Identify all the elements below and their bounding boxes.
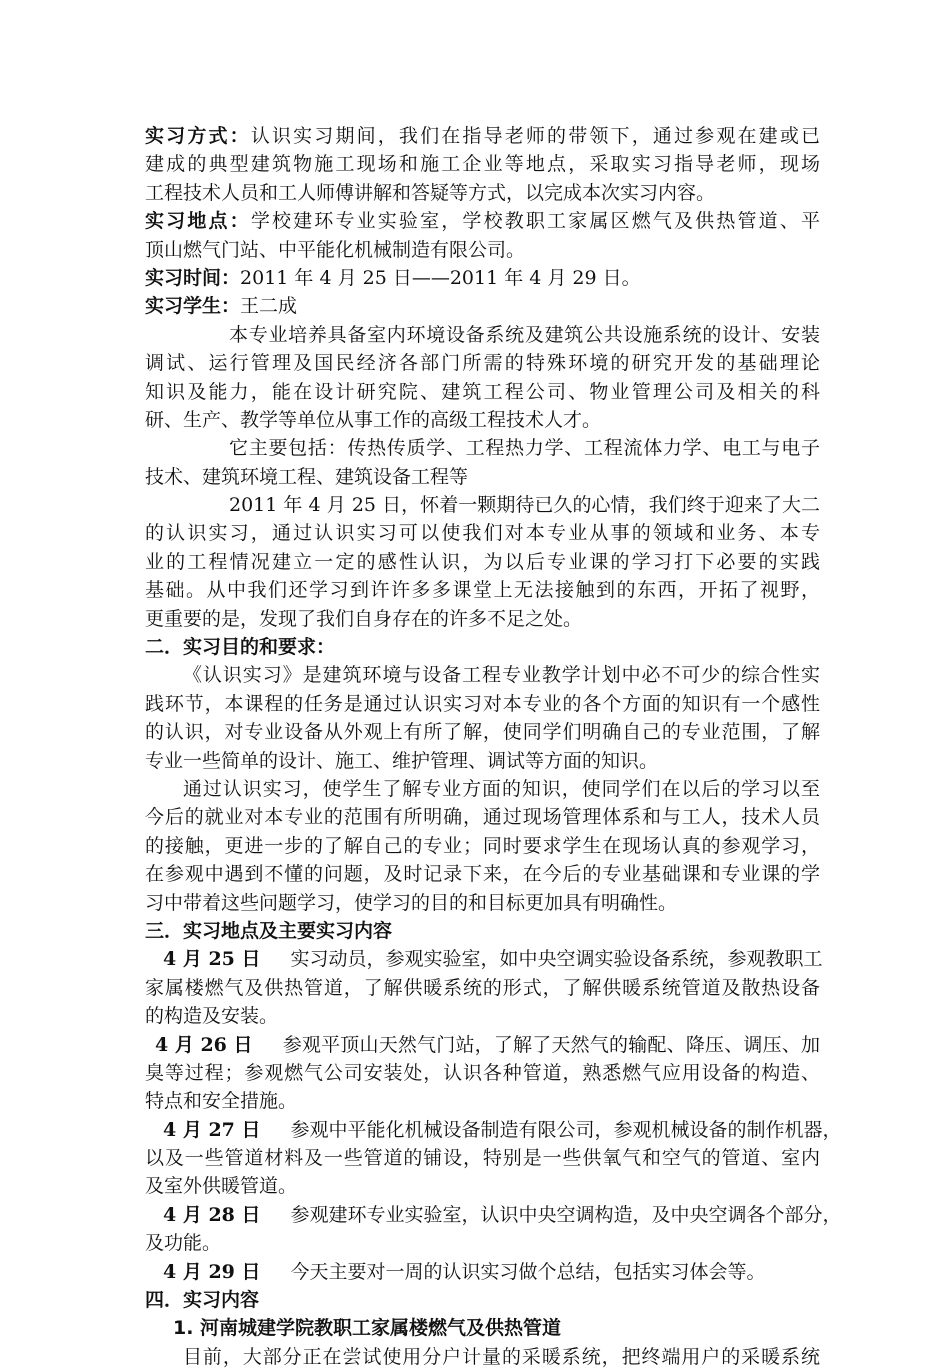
day-1-line-3: 的构造及安装。 [145, 1005, 279, 1028]
purpose-p1-line-2: 践环节，本课程的任务是通过认识实习对本专业的各个方面的知识有一个感性 [145, 692, 820, 715]
day-4-line-2: 及功能。 [145, 1232, 222, 1255]
day-1-line-1: 4 月 25 日 实习动员，参观实验室，如中央空调实验设备系统，参观教职工 [145, 945, 820, 973]
content-p1-line-1: 目前，大部分正在尝试使用分户计量的采暖系统，把终端用户的采暖系统 [183, 1345, 820, 1368]
purpose-p1-line-1: 《认识实习》是建筑环境与设备工程专业教学计划中必不可少的综合性实 [183, 664, 820, 687]
day-2-line-1: 4 月 26 日 参观平顶山天然气门站，了解了天然气的输配、降压、调压、加 [145, 1031, 820, 1059]
method-line-2: 建成的典型建筑物施工现场和施工企业等地点，采取实习指导老师，现场 [145, 153, 820, 176]
day-3-date: 4 月 27 日 [163, 1118, 261, 1141]
intro-p3-line-4: 基础。从中我们还学习到许许多多课堂上无法接触到的东西，开拓了视野， [145, 579, 820, 602]
method-line-3: 工程技术人员和工人师傅讲解和答疑等方式，以完成本次实习内容。 [145, 181, 716, 204]
place-line-2: 顶山燃气门站、中平能化机械制造有限公司。 [145, 238, 526, 261]
method-line-1: 实习方式：认识实习期间，我们在指导老师的带领下，通过参观在建或已 [145, 125, 820, 147]
student-line: 实习学生：王二成 [145, 295, 298, 318]
day-3-line-1: 4 月 27 日 参观中平能化机械设备制造有限公司，参观机械设备的制作机器， [145, 1116, 820, 1144]
day-4-date: 4 月 28 日 [163, 1203, 261, 1226]
intro-p1-line-4: 研、生产、教学等单位从事工作的高级工程技术人才。 [145, 408, 602, 431]
time-line: 实习时间：2011 年 4 月 25 日——2011 年 4 月 29 日。 [145, 266, 641, 289]
subsection-1-heading: 1. 河南城建学院教职工家属楼燃气及供热管道 [173, 1317, 562, 1340]
intro-p3-line-5: 更重要的是，发现了我们自身存在的许多不足之处。 [145, 607, 583, 630]
intro-p1-line-3: 知识及能力，能在设计研究院、建筑工程公司、物业管理公司及相关的科 [145, 380, 820, 403]
student-label: 实习学生： [145, 295, 241, 318]
intro-p3-line-1: 2011 年 4 月 25 日，怀着一颗期待已久的心情，我们终于迎来了大二 [229, 494, 820, 517]
day-4-line-1: 4 月 28 日 参观建环专业实验室，认识中央空调构造，及中央空调各个部分， [145, 1201, 820, 1229]
purpose-p2-line-5: 习中带着这些问题学习，使学习的目的和目标更加具有明确性。 [145, 891, 678, 914]
day-1-date: 4 月 25 日 [163, 948, 261, 971]
section-2-heading: 二．实习目的和要求： [145, 636, 336, 659]
section-4-heading: 四．实习内容 [145, 1289, 260, 1312]
intro-p3-line-3: 业的工程情况建立一定的感性认识，为以后专业课的学习打下必要的实践 [145, 550, 820, 573]
day-5-line-1: 4 月 29 日 今天主要对一周的认识实习做个总结，包括实习体会等。 [145, 1258, 820, 1286]
place-label: 实习地点： [145, 210, 251, 233]
intro-p3-line-2: 的认识实习，通过认识实习可以使我们对本专业从事的领域和业务、本专 [145, 522, 820, 545]
purpose-p2-line-3: 的接触，更进一步的了解自己的专业；同时要求学生在现场认真的参观学习， [145, 834, 820, 857]
purpose-p1-line-3: 的认识，对专业设备从外观上有所了解，使同学们明确自己的专业范围，了解 [145, 721, 820, 744]
document-body [145, 122, 842, 1371]
place-line-1: 实习地点：学校建环专业实验室，学校教职工家属区燃气及供热管道、平 [145, 210, 820, 233]
day-3-line-3: 及室外供暖管道。 [145, 1175, 298, 1198]
intro-p2-line-1: 它主要包括：传热传质学、工程热力学、工程流体力学、电工与电子 [229, 437, 820, 460]
section-3-heading: 三．实习地点及主要实习内容 [145, 919, 393, 942]
day-2-line-2: 臭等过程；参观燃气公司安装处，认识各种管道，熟悉燃气应用设备的构造、 [145, 1061, 820, 1084]
intro-p1-line-2: 调试、运行管理及国民经济各部门所需的特殊环境的研究开发的基础理论 [145, 352, 820, 375]
day-2-date: 4 月 26 日 [155, 1033, 253, 1056]
purpose-p2-line-2: 今后的就业对本专业的范围有所明确，通过现场管理体系和与工人，技术人员 [145, 806, 820, 829]
method-label: 实习方式： [145, 125, 251, 147]
day-1-line-2: 家属楼燃气及供热管道，了解供暖系统的形式，了解供暖系统管道及散热设备 [145, 976, 820, 999]
purpose-p2-line-4: 在参观中遇到不懂的问题，及时记录下来，在今后的专业基础课和专业课的学 [145, 863, 820, 886]
day-3-line-2: 以及一些管道材料及一些管道的铺设，特别是一些供氧气和空气的管道、室内 [145, 1147, 820, 1170]
day-2-line-3: 特点和安全措施。 [145, 1090, 298, 1113]
day-5-date: 4 月 29 日 [163, 1260, 261, 1283]
intro-p1-line-1: 本专业培养具备室内环境设备系统及建筑公共设施系统的设计、安装 [229, 323, 820, 346]
intro-p2-line-2: 技术、建筑环境工程、建筑设备工程等 [145, 465, 469, 488]
purpose-p2-line-1: 通过认识实习，使学生了解专业方面的知识，使同学们在以后的学习以至 [183, 777, 820, 800]
purpose-p1-line-4: 专业一些简单的设计、施工、维护管理、调试等方面的知识。 [145, 749, 659, 772]
time-label: 实习时间： [145, 266, 241, 289]
